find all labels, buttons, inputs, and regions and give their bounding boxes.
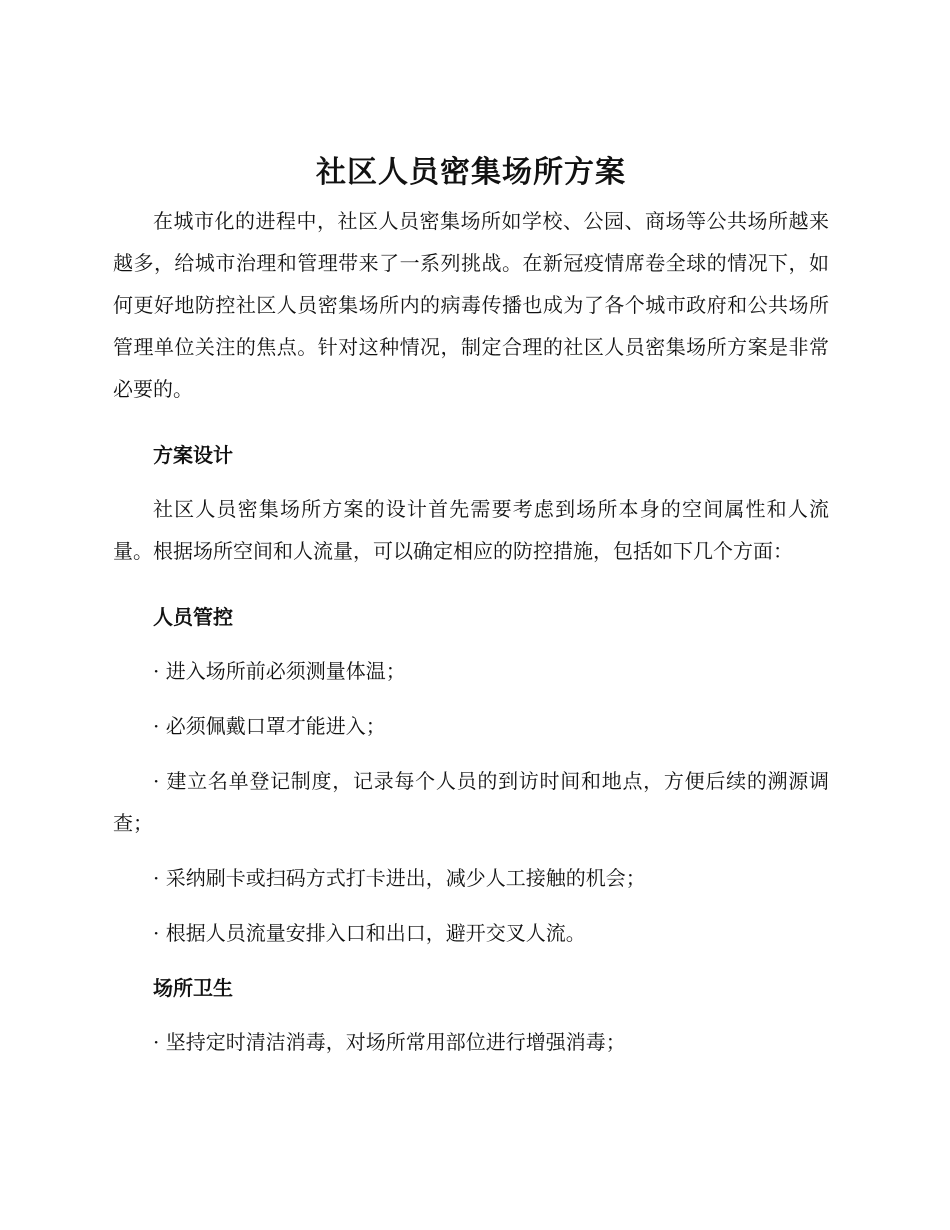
list-item: · 根据人员流量安排入口和出口，避开交叉人流。 xyxy=(153,921,586,945)
document-title: 社区人员密集场所方案 xyxy=(316,155,626,190)
list-item: · 坚持定时清洁消毒，对场所常用部位进行增强消毒； xyxy=(153,1030,626,1054)
list-item: · 采纳刷卡或扫码方式打卡进出，减少人工接触的机会； xyxy=(153,866,646,890)
intro-paragraph: 在城市化的进程中，社区人员密集场所如学校、公园、商场等公共场所越来越多，给城市治理和管理带来了一系列挑战。在新冠疫情席卷全球的情况下，如何更好地防控社区人员密集场所内的病毒传播也成为了各个城市政府和公共场所管理单位关注的焦点。针对这种情况，制定合理的社区人员密集场所方案是非常必要的。 xyxy=(113,209,829,401)
section-heading-venue-hygiene: 场所卫生 xyxy=(153,976,233,1000)
list-item: · 必须佩戴口罩才能进入； xyxy=(153,714,386,738)
plan-design-paragraph: 社区人员密集场所方案的设计首先需要考虑到场所本身的空间属性和人流量。根据场所空间和人流量，可以确定相应的防控措施，包括如下几个方面： xyxy=(113,497,829,563)
list-item: · 进入场所前必须测量体温； xyxy=(153,659,406,683)
section-heading-plan-design: 方案设计 xyxy=(153,443,233,467)
document-page xyxy=(113,150,829,1076)
section-heading-personnel-control: 人员管控 xyxy=(153,605,233,629)
list-item: · 建立名单登记制度，记录每个人员的到访时间和地点，方便后续的溯源调查； xyxy=(113,769,829,835)
